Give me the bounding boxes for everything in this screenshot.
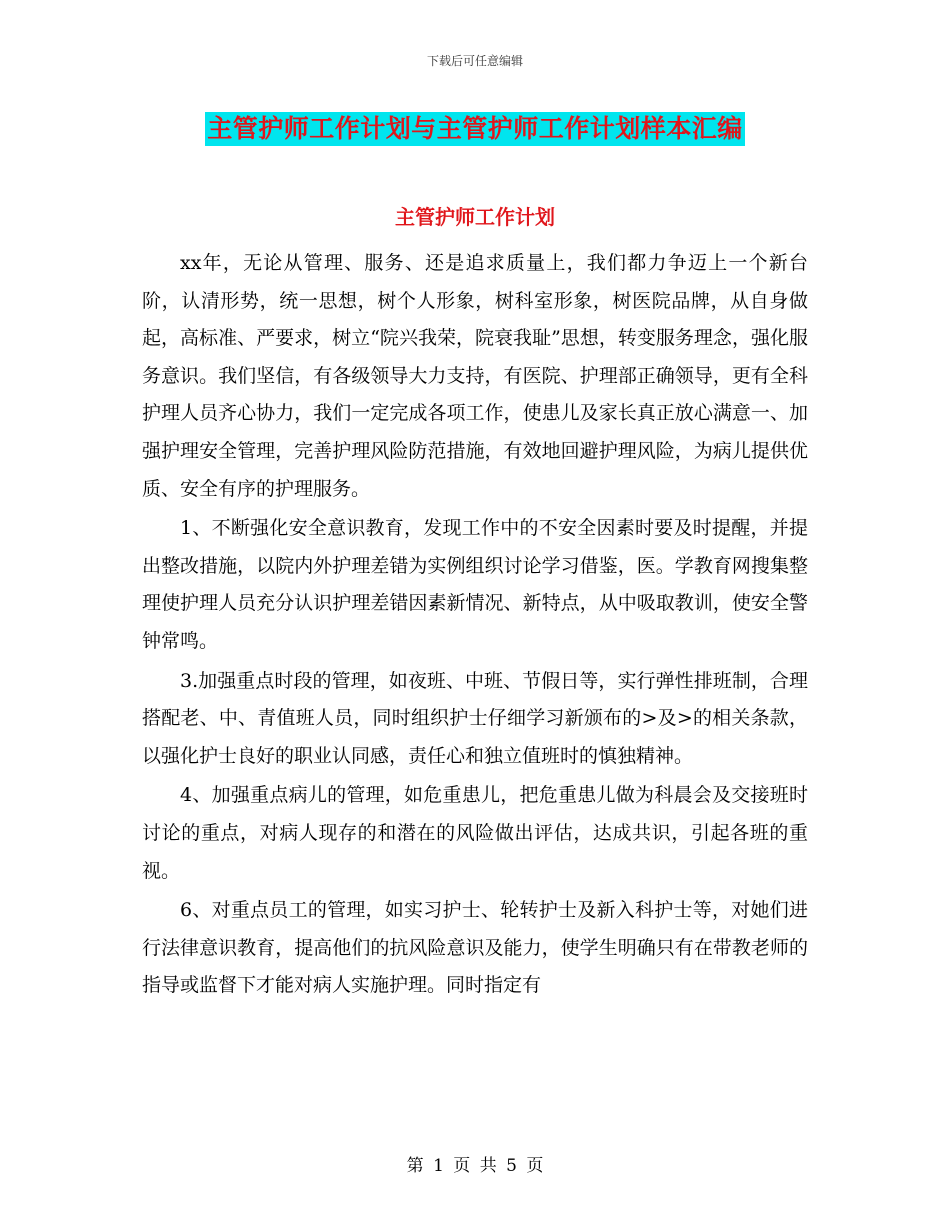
section-title: 主管护师工作计划: [395, 205, 555, 229]
page-header-note: 下载后可任意编辑: [426, 54, 523, 68]
document-title: 主管护师工作计划与主管护师工作计划样本汇编: [205, 112, 745, 146]
document-title-container: [0, 112, 950, 146]
paragraph-item-4: 4、加强重点病儿的管理，如危重患儿，把危重患儿做为科晨会及交接班时讨论的重点，对病人现存的和潜在的风险做出评估，达成共识，引起各班的重视。: [142, 784, 808, 882]
document-body: [142, 245, 808, 1005]
paragraph-item-3: 3.加强重点时段的管理，如夜班、中班、节假日等，实行弹性排班制，合理搭配老、中、青值班人员，同时组织护士仔细学习新颁布的>及>的相关条款，以强化护士良好的职业认同感，责任心和独立值班时的慎独精神。: [142, 669, 808, 767]
paragraph-item-6: 6、对重点员工的管理，如实习护士、轮转护士及新入科护士等，对她们进行法律意识教育，提高他们的抗风险意识及能力，使学生明确只有在带教老师的指导或监督下才能对病人实施护理。同时指定有: [142, 899, 808, 997]
page-footer-indicator: 第 1 页 共 5 页: [406, 1156, 544, 1176]
paragraph-intro: xx年，无论从管理、服务、还是追求质量上，我们都力争迈上一个新台阶，认清形势，统一思想，树个人形象，树科室形象，树医院品牌，从自身做起，高标准、严要求，树立“院兴我荣，院衰我耻”思想，转变服务理念，强化服务意识。我们坚信，有各级领导大力支持，有医院、护理部正确领导，更有全科护理人员齐心协力，我们一定完成各项工作，使患儿及家长真正放心满意一、加强护理安全管理，完善护理风险防范措施，有效地回避护理风险，为病儿提供优质、安全有序的护理服务。: [142, 252, 808, 500]
paragraph-item-1: 1、不断强化安全意识教育，发现工作中的不安全因素时要及时提醒，并提出整改措施，以院内外护理差错为实例组织讨论学习借鉴，医。学教育网搜集整理使护理人员充分认识护理差错因素新情况、新特点，从中吸取教训，使安全警钟常鸣。: [142, 517, 808, 652]
